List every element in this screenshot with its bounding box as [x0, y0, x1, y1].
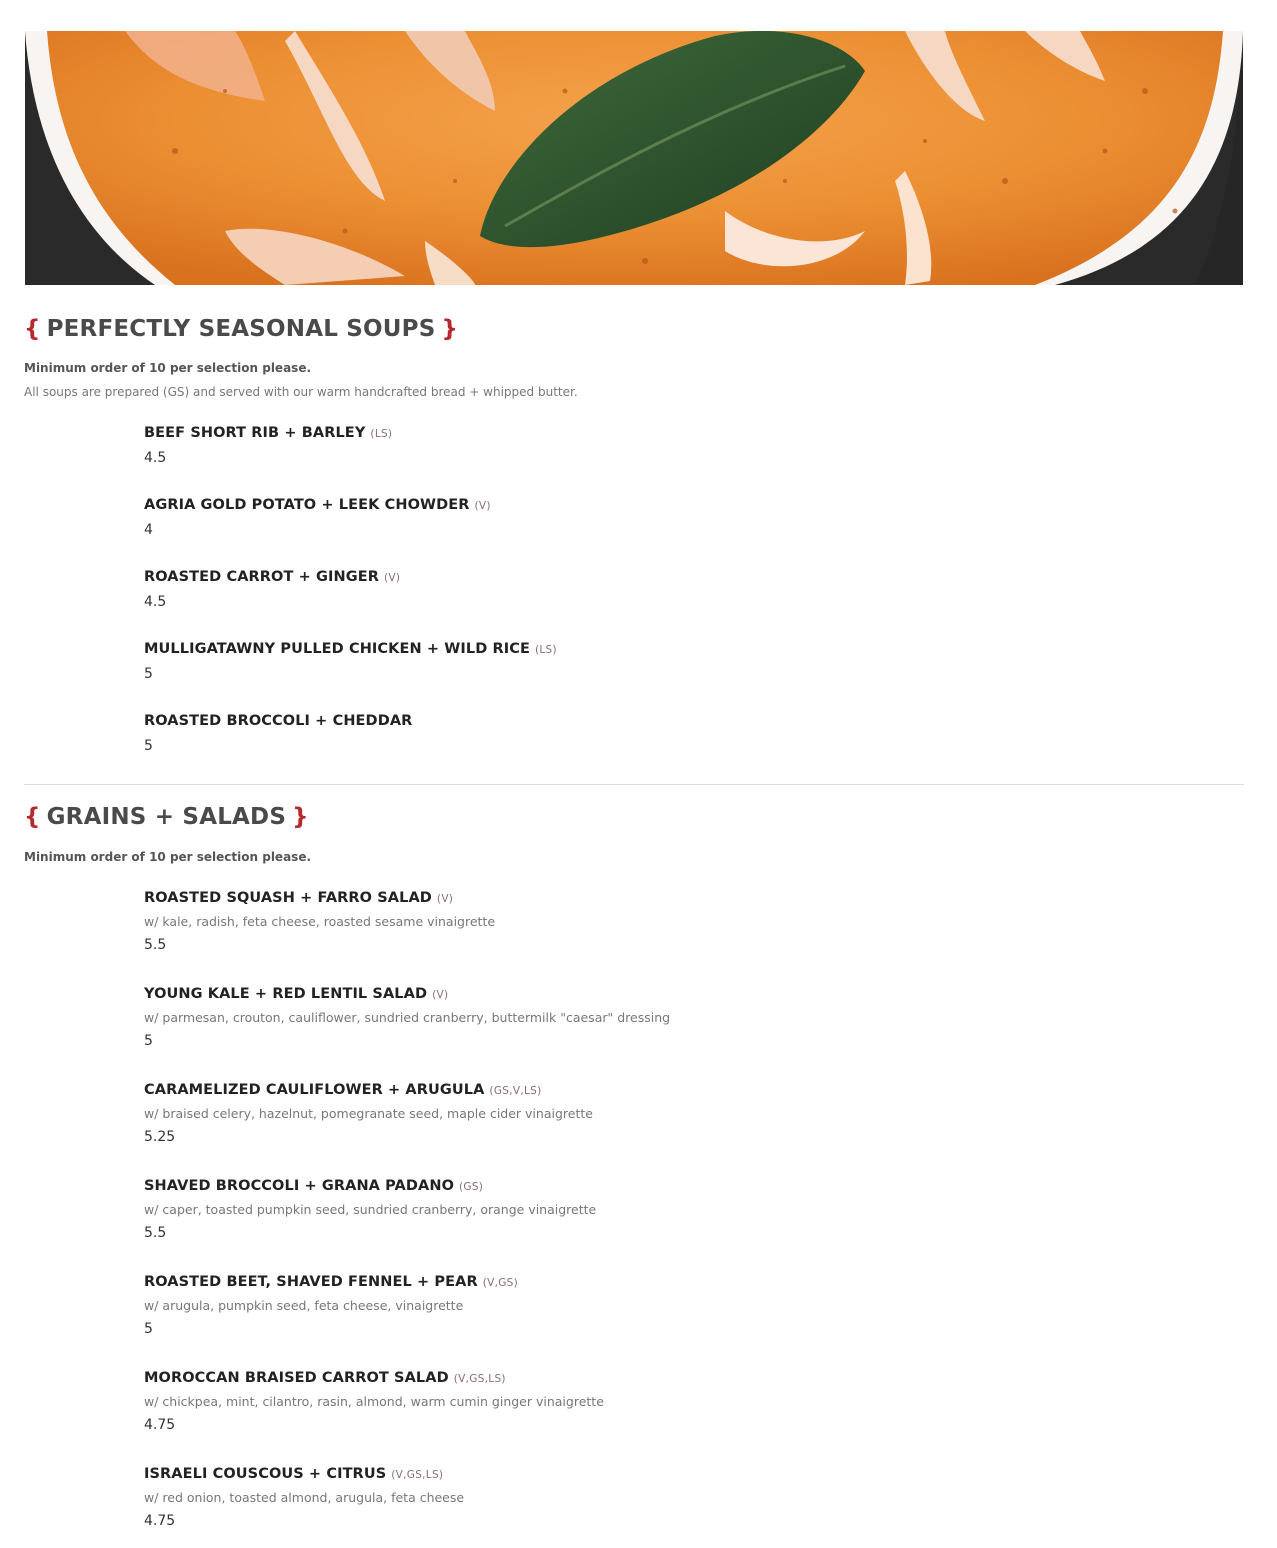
item-tags: (GS,V,LS) [489, 1085, 542, 1097]
soup-bowl-illustration [25, 31, 1243, 285]
item-tags: (V) [432, 989, 449, 1001]
salads-min-order: Minimum order of 10 per selection please. [24, 850, 312, 864]
soups-note: All soups are prepared (GS) and served with our warm handcrafted bread + whipped butter. [24, 385, 578, 399]
menu-item [144, 494, 491, 538]
item-description: w/ red onion, toasted almond, arugula, feta cheese [144, 1490, 465, 1505]
item-name: BEEF SHORT RIB + BARLEY [144, 425, 366, 441]
item-tags: (V) [474, 500, 491, 512]
menu-item [144, 887, 495, 953]
item-name: SHAVED BROCCOLI + GRANA PADANO [144, 1178, 454, 1194]
menu-item [144, 1175, 596, 1241]
item-description: w/ arugula, pumpkin seed, feta cheese, vinaigrette [144, 1298, 464, 1313]
section-title-text: PERFECTLY SEASONAL SOUPS [46, 316, 436, 342]
menu-item [144, 710, 417, 754]
item-description: w/ kale, radish, feta cheese, roasted sesame vinaigrette [144, 914, 496, 929]
item-price: 5 [144, 1033, 153, 1049]
item-price: 5 [144, 1321, 153, 1337]
item-description: w/ braised celery, hazelnut, pomegranate seed, maple cider vinaigrette [144, 1106, 593, 1121]
brace-close: } [292, 804, 309, 830]
menu-item [144, 1367, 604, 1433]
menu-item [144, 566, 400, 610]
item-tags: (V,GS) [482, 1277, 519, 1289]
item-name: ROASTED BEET, SHAVED FENNEL + PEAR [144, 1274, 478, 1290]
brace-open: { [24, 804, 41, 830]
item-description: w/ chickpea, mint, cilantro, rasin, almond, warm cumin ginger vinaigrette [144, 1394, 604, 1409]
item-name: MOROCCAN BRAISED CARROT SALAD [144, 1370, 449, 1386]
menu-item [144, 1079, 593, 1145]
item-name: YOUNG KALE + RED LENTIL SALAD [144, 986, 428, 1002]
item-price: 4.75 [144, 1417, 176, 1433]
menu-item [144, 983, 670, 1049]
item-tags: (LS) [535, 644, 557, 656]
menu-item [144, 1463, 464, 1529]
item-description: w/ parmesan, crouton, cauliflower, sundried cranberry, buttermilk "caesar" dressing [144, 1010, 671, 1025]
item-tags: (V) [436, 893, 454, 905]
section-title-salads [24, 804, 309, 830]
item-tags: (V) [384, 572, 401, 584]
item-price: 5 [144, 666, 153, 682]
item-name: CARAMELIZED CAULIFLOWER + ARUGULA [144, 1082, 485, 1098]
item-name: ROASTED CARROT + GINGER [144, 569, 380, 585]
section-title-soups [24, 316, 458, 342]
item-price: 4.5 [144, 450, 167, 466]
item-tags: (V,GS,LS) [453, 1373, 506, 1385]
item-price: 5.5 [144, 1225, 167, 1241]
item-price: 4 [144, 522, 153, 538]
item-price: 5 [144, 738, 153, 754]
item-name: ROASTED SQUASH + FARRO SALAD [144, 890, 432, 906]
menu-item [144, 1271, 518, 1337]
item-price: 5.25 [144, 1129, 176, 1145]
item-tags: (V,GS,LS) [391, 1469, 444, 1481]
menu-item [144, 422, 392, 466]
brace-close: } [441, 316, 459, 342]
item-name: MULLIGATAWNY PULLED CHICKEN + WILD RICE [144, 641, 531, 657]
item-price: 5.5 [144, 937, 167, 953]
item-name: ISRAELI COUSCOUS + CITRUS [144, 1466, 387, 1482]
item-tags: (LS) [370, 428, 393, 440]
section-divider [24, 784, 1244, 785]
item-name: AGRIA GOLD POTATO + LEEK CHOWDER [144, 497, 470, 513]
item-name: ROASTED BROCCOLI + CHEDDAR [144, 713, 413, 729]
item-description: w/ caper, toasted pumpkin seed, sundried cranberry, orange vinaigrette [144, 1202, 597, 1217]
soups-min-order: Minimum order of 10 per selection please. [24, 361, 312, 375]
hero-soup-image [25, 31, 1243, 285]
item-tags: (GS) [459, 1181, 484, 1193]
item-price: 4.5 [144, 594, 167, 610]
item-price: 4.75 [144, 1513, 176, 1529]
brace-open: { [24, 316, 41, 342]
section-title-text: GRAINS + SALADS [46, 804, 287, 830]
menu-item [144, 638, 557, 682]
